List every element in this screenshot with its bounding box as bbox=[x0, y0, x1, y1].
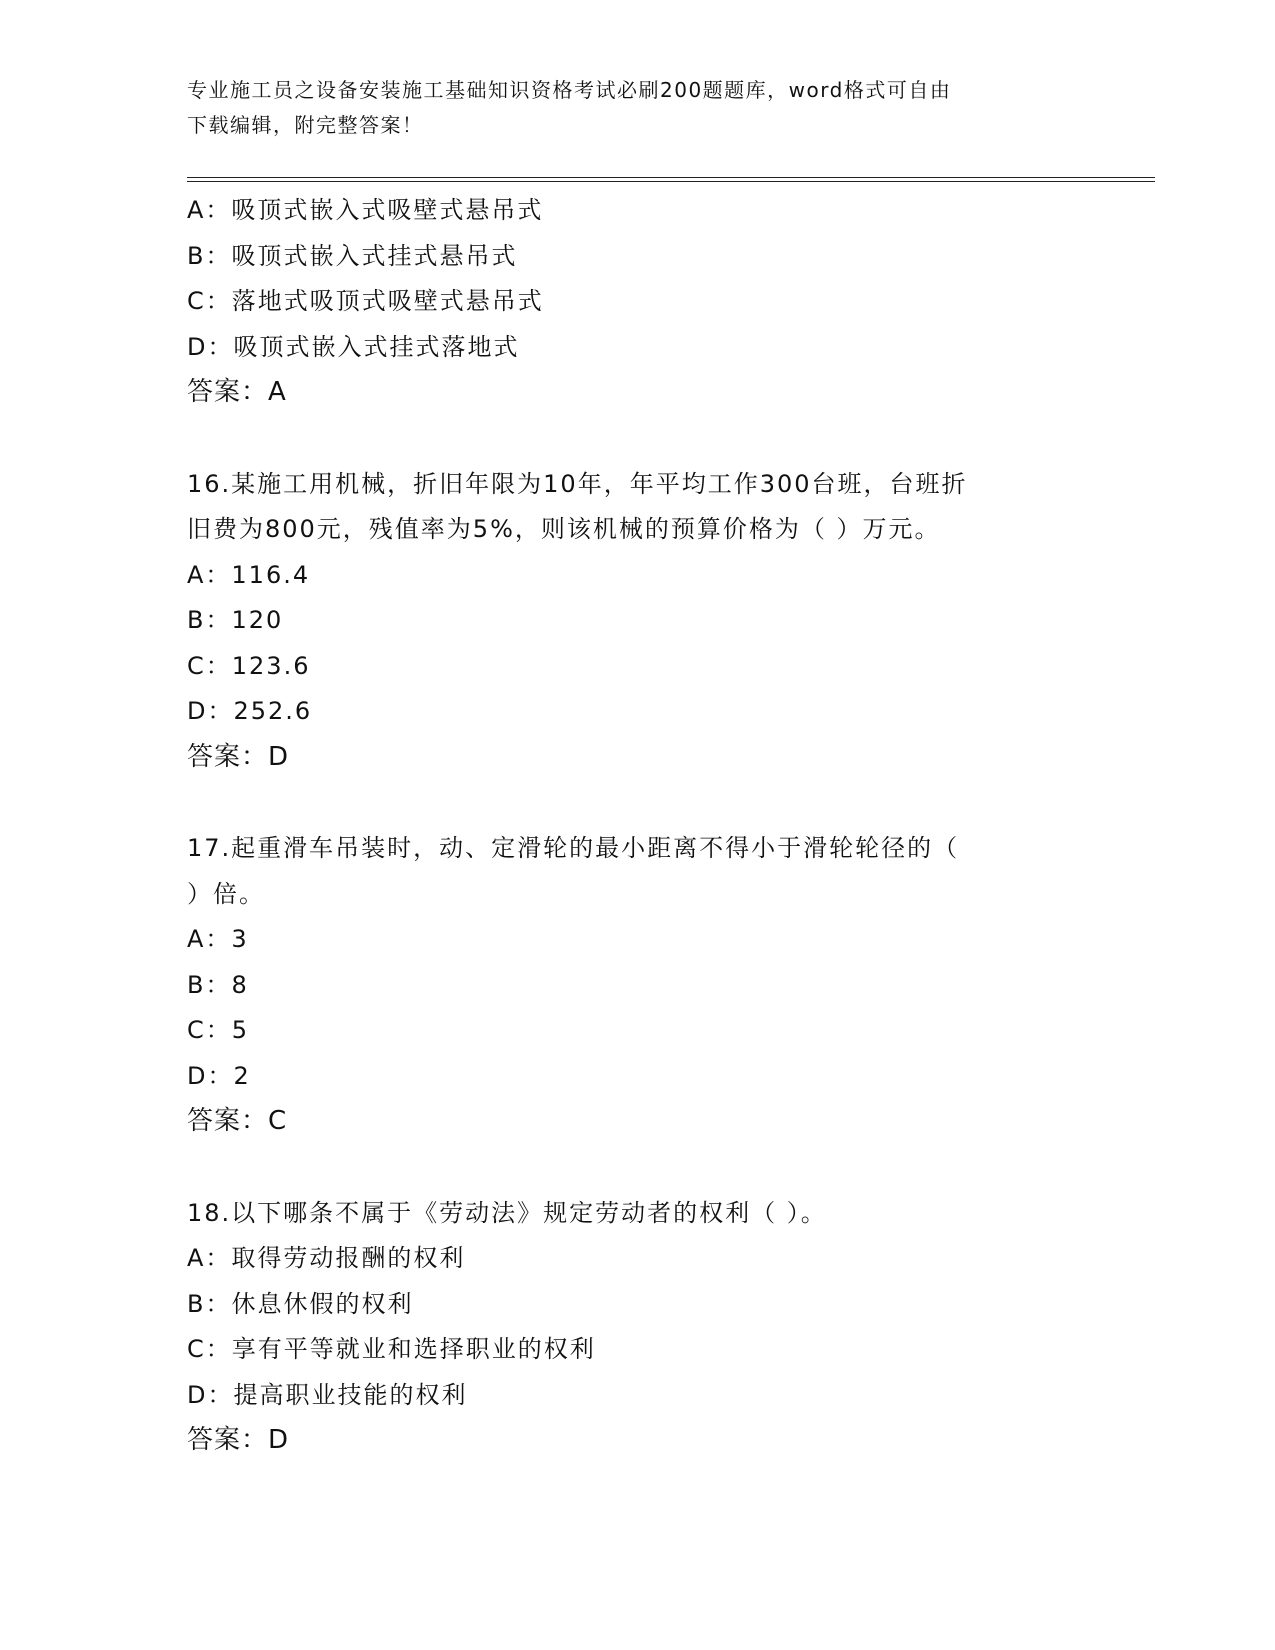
option-d: D：252.6 bbox=[187, 697, 313, 725]
question-16 bbox=[187, 462, 1067, 781]
question-stem-line-2: 旧费为800元，残值率为5%，则该机械的预算价格为（ ）万元。 bbox=[187, 515, 941, 543]
option-a: A：3 bbox=[187, 925, 249, 953]
document-header bbox=[187, 73, 1067, 143]
header-line-2: 下载编辑，附完整答案！ bbox=[187, 113, 424, 137]
question-spacer bbox=[187, 1145, 1067, 1191]
option-a: A：吸顶式嵌入式吸壁式悬吊式 bbox=[187, 196, 544, 224]
question-18 bbox=[187, 1191, 1067, 1464]
question-15 bbox=[187, 188, 1067, 416]
option-c: C：落地式吸顶式吸壁式悬吊式 bbox=[187, 287, 544, 315]
question-stem-line-1: 18.以下哪条不属于《劳动法》规定劳动者的权利（ ）。 bbox=[187, 1198, 827, 1227]
option-b: B：休息休假的权利 bbox=[187, 1289, 414, 1318]
answer-line: 答案：D bbox=[187, 1425, 290, 1455]
question-list bbox=[187, 188, 1067, 1464]
answer-line: 答案：C bbox=[187, 1106, 288, 1136]
option-c: C：5 bbox=[187, 1016, 250, 1044]
question-stem-line-1: 17.起重滑车吊装时，动、定滑轮的最小距离不得小于滑轮轮径的（ bbox=[187, 834, 960, 862]
option-b: B：吸顶式嵌入式挂式悬吊式 bbox=[187, 241, 518, 270]
answer-line: 答案：A bbox=[187, 377, 287, 407]
header-divider-bottom bbox=[187, 181, 1155, 182]
header-line-1: 专业施工员之设备安装施工基础知识资格考试必刷200题题库，word格式可自由 bbox=[187, 78, 952, 102]
option-c: C：享有平等就业和选择职业的权利 bbox=[187, 1335, 596, 1363]
option-a: A：取得劳动报酬的权利 bbox=[187, 1244, 466, 1272]
option-a: A：116.4 bbox=[187, 560, 311, 589]
option-c: C：123.6 bbox=[187, 651, 311, 680]
question-spacer bbox=[187, 416, 1067, 462]
option-b: B：8 bbox=[187, 970, 249, 999]
option-d: D：吸顶式嵌入式挂式落地式 bbox=[187, 332, 520, 361]
question-spacer bbox=[187, 780, 1067, 826]
option-d: D：2 bbox=[187, 1061, 251, 1090]
option-d: D：提高职业技能的权利 bbox=[187, 1380, 468, 1409]
answer-line: 答案：D bbox=[187, 741, 290, 772]
header-divider-top bbox=[187, 177, 1155, 178]
question-17 bbox=[187, 826, 1067, 1145]
option-b: B：120 bbox=[187, 606, 284, 634]
question-stem-line-2: ）倍。 bbox=[187, 879, 265, 908]
question-stem-line-1: 16.某施工用机械，折旧年限为10年，年平均工作300台班，台班折 bbox=[187, 469, 968, 498]
